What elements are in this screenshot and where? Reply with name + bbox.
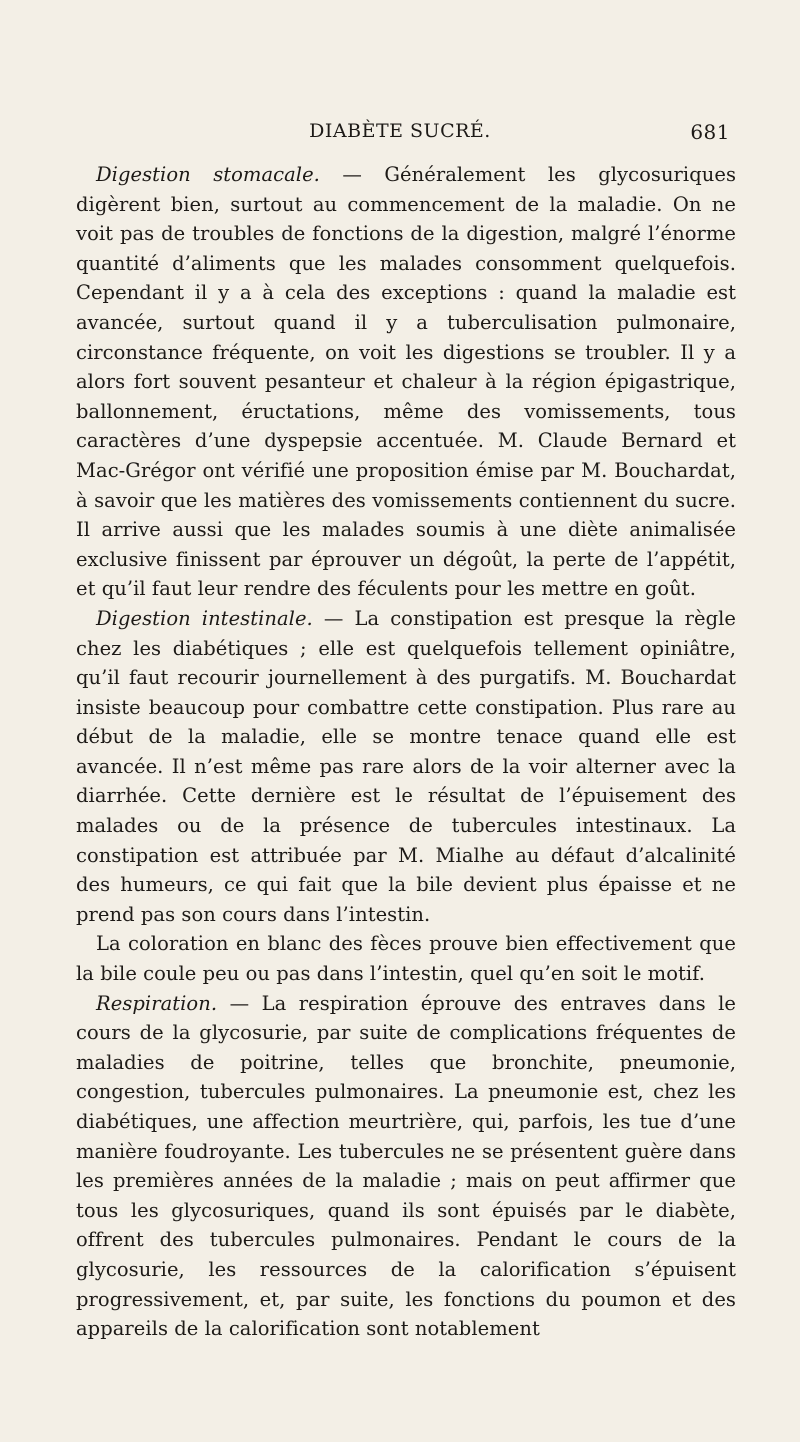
paragraph-digestion-stomacale — [76, 160, 736, 604]
running-head — [0, 120, 800, 154]
paragraph-text: — La respiration éprouve des entraves dans le cours de la glycosurie, par suite de complications fréquentes de maladies de poitrine, telles que bronchite, pneumonie, congestion, tubercules pulmonaires. La pneumonie est, chez les diabétiques, une affection meurtrière, qui, parfois, les tue d’une manière foudroyante. Les tubercules ne se présentent guère dans les premières années de la maladie ; mais on peut affirmer que tous les glycosuriques, quand ils sont épuisés par le diabète, offrent des tubercules pulmonaires. Pendant le cours de la glycosurie, les ressources de la calorification s’épuisent progressivement, et, par suite, les fonctions du poumon et des appareils de la calorification sont notablement — [76, 991, 736, 1341]
paragraph-coloration — [76, 929, 736, 988]
section-heading-digestion-stomacale: Digestion stomacale. — [96, 163, 320, 186]
paragraph-text: — La constipation est presque la règle chez les diabétiques ; elle est quelquefois tellement opiniâtre, qu’il faut recourir journellement à des purgatifs. M. Bouchardat insiste beaucoup pour combattre cette constipation. Plus rare au début de la maladie, elle se montre tenace quand elle est avancée. Il n’est même pas rare alors de la voir alterner avec la diarrhée. Cette dernière est le résultat de l’épuisement des malades ou de la présence de tubercules intestinaux. La constipation est attribuée par M. Mialhe au défaut d’alcalinité des humeurs, ce qui fait que la bile devient plus épaisse et ne prend pas son cours dans l’intestin. — [76, 606, 736, 926]
section-heading-respiration: Respiration. — [96, 991, 218, 1015]
paragraph-digestion-intestinale — [76, 604, 736, 930]
paragraph-text: — Généralement les glycosuriques digèrent bien, surtout au commencement de la maladie. On ne voit pas de troubles de fonctions de la digestion, malgré l’énorme quantité d’aliments que les malades consomment quelquefois. Cependant il y a à cela des exceptions : quand la maladie est avancée, surtout quand il y a tuberculisation pulmonaire, circonstance fréquente, on voit les digestions se troubler. Il y a alors fort souvent pesanteur et chaleur à la région épigastrique, ballonnement, éructations, même des vomissements, tous caractères d’une dyspepsie accentuée. M. Claude Bernard et Mac-Grégor ont vérifié une proposition émise par M. Bouchardat, à savoir que les matières des vomissements contiennent du sucre. Il arrive aussi que les malades soumis à une diète animalisée exclusive finissent par éprouver un dégoût, la perte de l’appétit, et qu’il faut leur rendre des féculents pour les mettre en goût. — [76, 163, 736, 601]
paragraph-respiration — [76, 989, 736, 1344]
section-heading-digestion-intestinale: Digestion intestinale. — [96, 606, 313, 630]
page-number: 681 — [690, 120, 730, 144]
body-text — [76, 160, 736, 1344]
paragraph-text: La coloration en blanc des fèces prouve bien effectivement que la bile coule peu ou pas dans l’intestin, quel qu’en soit le motif. — [76, 932, 736, 986]
running-title: DIABÈTE SUCRÉ. — [309, 120, 491, 142]
